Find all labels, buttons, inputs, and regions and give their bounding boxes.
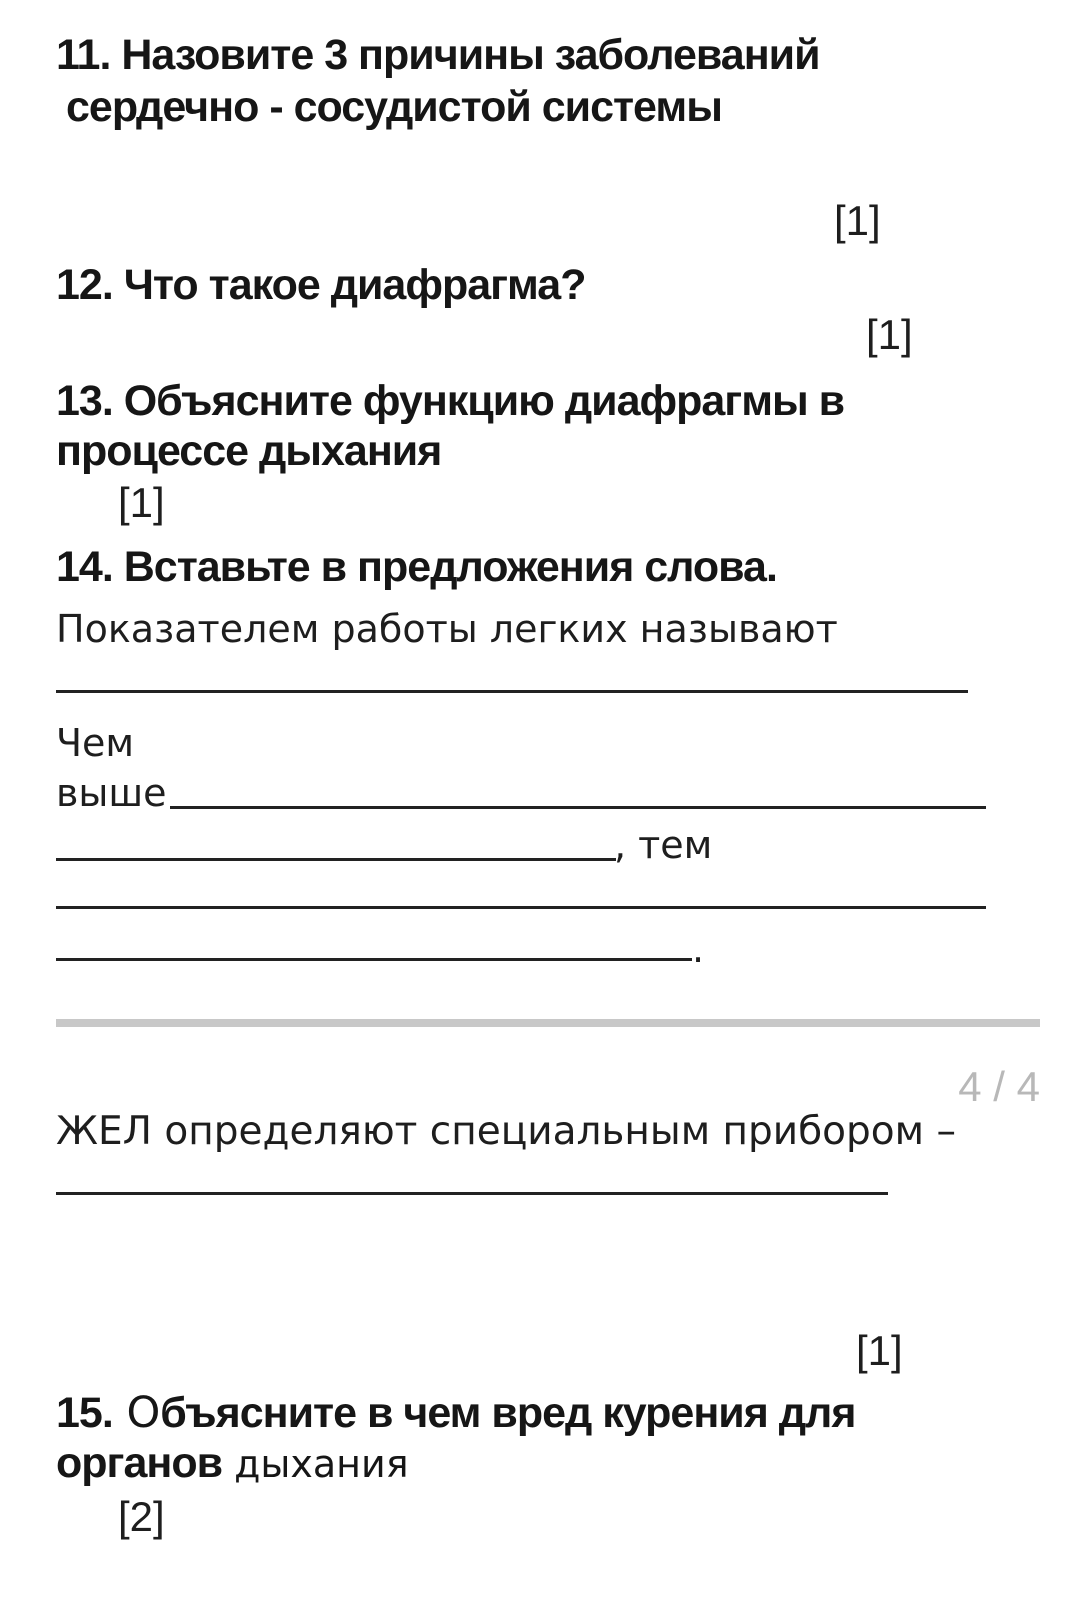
q15-number: 15. [56,1389,113,1437]
page-divider [56,1019,1040,1027]
page-indicator: 4 / 4 [958,1063,1040,1110]
q12-text: 12. Что такое диафрагма? [56,261,586,309]
q13-mark: [1] [118,479,165,526]
blank-line-5 [56,958,692,961]
q12-mark: [1] [866,311,913,358]
q11-line2: сердечно - сосудистой системы [66,83,722,131]
q14-period: . [692,927,705,971]
q15-line1 [56,1388,856,1438]
q15-line2-bold: органов [56,1439,223,1487]
q15-mark: [2] [118,1493,165,1540]
q13-line2: процессе дыхания [56,427,442,475]
q14-mark: [1] [856,1327,903,1374]
q15-o-letter: О [112,1388,161,1438]
q14-title: 14. Вставьте в предложения слова. [56,543,777,591]
blank-line-1 [56,690,968,693]
q14-sentence2-c: , тем [614,823,713,867]
q11-mark: [1] [834,197,881,244]
blank-line-4 [56,906,986,909]
blank-line-3 [56,858,616,861]
q15-line1-rest: бъясните в чем вред курения для [160,1389,856,1437]
q13-line1: 13. Объясните функцию диафрагмы в [56,377,845,425]
q14-sentence1: Показателем работы легких называют [56,607,838,651]
blank-line-6 [56,1192,888,1195]
q14-sentence3: ЖЕЛ определяют специальным прибором – [56,1109,956,1154]
q11-line1: 11. Назовите 3 причины заболеваний [56,31,820,79]
q15-line2-rest: дыхания [222,1442,409,1486]
q14-sentence2-a: Чем [56,721,135,765]
q14-sentence2-b: выше [56,771,167,815]
q15-line2 [56,1439,409,1487]
blank-line-2 [170,806,986,809]
